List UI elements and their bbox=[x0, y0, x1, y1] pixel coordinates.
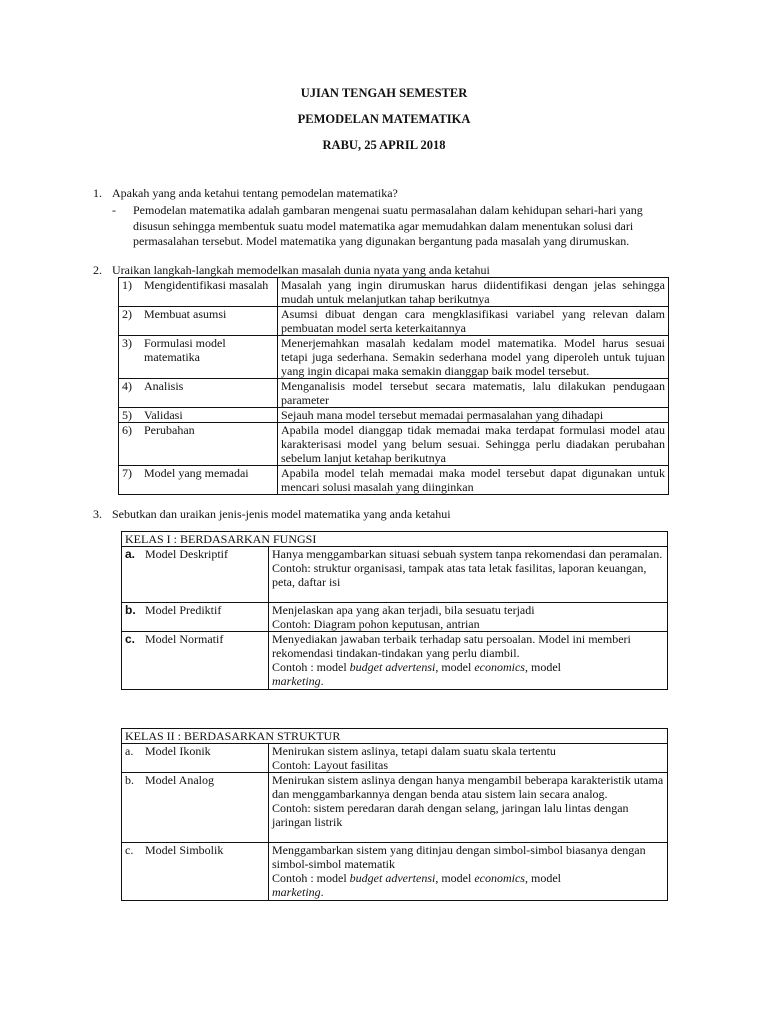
model-description bbox=[269, 843, 668, 901]
model-example: Contoh: sistem peredaran darah dengan selang, jaringan lalu lintas dengan jaringan listrik bbox=[272, 801, 629, 829]
table-row bbox=[119, 307, 669, 336]
q1-number: 1. bbox=[93, 186, 102, 200]
q3-number: 3. bbox=[93, 507, 102, 521]
model-example: Contoh: Diagram pohon keputusan, antrian bbox=[272, 617, 480, 631]
step-cell bbox=[119, 307, 278, 336]
table-row bbox=[122, 744, 668, 773]
model-name: Model Normatif bbox=[145, 632, 224, 646]
table-row bbox=[122, 729, 668, 744]
model-definition: Menirukan sistem aslinya, tetapi dalam suatu skala tertentu bbox=[272, 744, 556, 758]
step-cell bbox=[119, 423, 278, 466]
step-description: Menerjemahkan masalah kedalam model matematika. Model harus sesuai tetapi juga sederhana. Semakin sederhana model yang diperoleh untuk tujuan yang ingin dicapai maka semakin dianggap baik model tersebut. bbox=[278, 336, 669, 379]
table-row bbox=[122, 603, 668, 632]
model-name: Model Ikonik bbox=[145, 744, 211, 758]
model-name: Model Analog bbox=[145, 773, 214, 787]
model-description bbox=[269, 632, 668, 690]
model-example: Contoh: Layout fasilitas bbox=[272, 758, 388, 772]
table-row bbox=[119, 379, 669, 408]
steps-table bbox=[118, 277, 669, 495]
model-definition: Menyediakan jawaban terbaik terhadap satu persoalan. Model ini memberi rekomendasi tindakan-tindakan yang perlu diambil. bbox=[272, 632, 631, 660]
model-description bbox=[269, 773, 668, 843]
model-letter: a. bbox=[125, 547, 136, 561]
step-cell bbox=[119, 379, 278, 408]
step-label: Formulasi model matematika bbox=[144, 336, 226, 364]
model-example: Contoh : model budget advertensi, model economics, model marketing. bbox=[272, 660, 561, 688]
model-description bbox=[269, 603, 668, 632]
model-description bbox=[269, 744, 668, 773]
model-cell bbox=[122, 843, 269, 901]
model-letter: c. bbox=[125, 843, 134, 857]
model-example: Contoh: struktur organisasi, tampak atas tata letak fasilitas, laporan keuangan, peta, daftar isi bbox=[272, 561, 647, 589]
model-cell bbox=[122, 773, 269, 843]
q1-answer-line2: disusun sehingga membentuk suatu model matematika agar memudahkan dalam menentukan solusi dari bbox=[133, 219, 634, 233]
step-cell bbox=[119, 466, 278, 495]
step-label: Validasi bbox=[144, 408, 183, 422]
step-number: 6) bbox=[122, 423, 132, 437]
table-row bbox=[122, 843, 668, 901]
kelas1-table bbox=[121, 531, 668, 690]
exam-title: UJIAN TENGAH SEMESTER bbox=[300, 86, 468, 100]
table-row bbox=[119, 336, 669, 379]
step-cell bbox=[119, 408, 278, 423]
kelas2-table bbox=[121, 728, 668, 901]
step-label: Membuat asumsi bbox=[144, 307, 227, 321]
q1-answer-line1: Pemodelan matematika adalah gambaran mengenai suatu permasalahan dalam kehidupan sehari-hari yang bbox=[133, 203, 643, 217]
step-label: Mengidentifikasi masalah bbox=[144, 278, 269, 292]
step-label: Analisis bbox=[144, 379, 184, 393]
step-number: 4) bbox=[122, 379, 132, 393]
step-label: Perubahan bbox=[144, 423, 195, 437]
table-row bbox=[122, 632, 668, 690]
step-description: Sejauh mana model tersebut memadai permasalahan yang dihadapi bbox=[278, 408, 669, 423]
q1-question: Apakah yang anda ketahui tentang pemodelan matematika? bbox=[112, 186, 398, 200]
q2-number: 2. bbox=[93, 263, 102, 277]
table-row bbox=[119, 408, 669, 423]
kelas1-header: KELAS I : BERDASARKAN FUNGSI bbox=[122, 532, 668, 547]
step-description: Apabila model telah memadai maka model tersebut dapat digunakan untuk mencari solusi masalah yang diinginkan bbox=[278, 466, 669, 495]
table-row bbox=[119, 278, 669, 307]
step-cell bbox=[119, 336, 278, 379]
step-number: 5) bbox=[122, 408, 132, 422]
q1-dash: - bbox=[112, 203, 116, 217]
model-name: Model Prediktif bbox=[145, 603, 222, 617]
step-description: Asumsi dibuat dengan cara mengklasifikasi variabel yang relevan dalam pembuatan model serta keterkaitannya bbox=[278, 307, 669, 336]
model-name: Model Deskriptif bbox=[145, 547, 228, 561]
table-row bbox=[122, 547, 668, 603]
model-letter: b. bbox=[125, 603, 136, 617]
table-row bbox=[122, 532, 668, 547]
model-letter: c. bbox=[125, 632, 136, 646]
model-example: Contoh : model budget advertensi, model economics, model marketing. bbox=[272, 871, 561, 899]
step-label: Model yang memadai bbox=[144, 466, 249, 480]
model-definition: Menjelaskan apa yang akan terjadi, bila sesuatu terjadi bbox=[272, 603, 535, 617]
q1-answer-line3: permasalahan tersebut. Model matematika yang digunakan bergantung pada masalah yang dirumuskan. bbox=[133, 234, 630, 248]
model-definition: Hanya menggambarkan situasi sebuah system tanpa rekomendasi dan peramalan. bbox=[272, 547, 663, 561]
model-cell bbox=[122, 547, 269, 603]
step-description: Apabila model dianggap tidak memadai maka terdapat formulasi model atau karakterisasi model yang belum sesuai. Sehingga perlu diadakan perubahan sebelum lanjut ketahap berikutnya bbox=[278, 423, 669, 466]
q2-question: Uraikan langkah-langkah memodelkan masalah dunia nyata yang anda ketahui bbox=[112, 263, 490, 277]
table-row bbox=[119, 466, 669, 495]
step-number: 2) bbox=[122, 307, 132, 321]
model-cell bbox=[122, 744, 269, 773]
step-number: 1) bbox=[122, 278, 132, 292]
table-row bbox=[122, 773, 668, 843]
model-cell bbox=[122, 603, 269, 632]
model-definition: Menggambarkan sistem yang ditinjau dengan simbol-simbol biasanya dengan simbol-simbol matematik bbox=[272, 843, 646, 871]
model-definition: Menirukan sistem aslinya dengan hanya mengambil beberapa karakteristik utama dan menggambarkannya dengan benda atau sistem lain secara analog. bbox=[272, 773, 664, 801]
step-cell bbox=[119, 278, 278, 307]
step-number: 3) bbox=[122, 336, 132, 350]
course-title: PEMODELAN MATEMATIKA bbox=[297, 112, 471, 126]
model-description bbox=[269, 547, 668, 603]
model-letter: a. bbox=[125, 744, 134, 758]
q3-question: Sebutkan dan uraikan jenis-jenis model matematika yang anda ketahui bbox=[112, 507, 451, 521]
step-description: Masalah yang ingin dirumuskan harus diidentifikasi dengan jelas sehingga mudah untuk melanjutkan tahap berikutnya bbox=[278, 278, 669, 307]
step-description: Menganalisis model tersebut secara matematis, lalu dilakukan pendugaan parameter bbox=[278, 379, 669, 408]
model-letter: b. bbox=[125, 773, 134, 787]
step-number: 7) bbox=[122, 466, 132, 480]
table-row bbox=[119, 423, 669, 466]
model-name: Model Simbolik bbox=[145, 843, 224, 857]
kelas2-header: KELAS II : BERDASARKAN STRUKTUR bbox=[122, 729, 668, 744]
model-cell bbox=[122, 632, 269, 690]
exam-date: RABU, 25 APRIL 2018 bbox=[322, 138, 446, 152]
